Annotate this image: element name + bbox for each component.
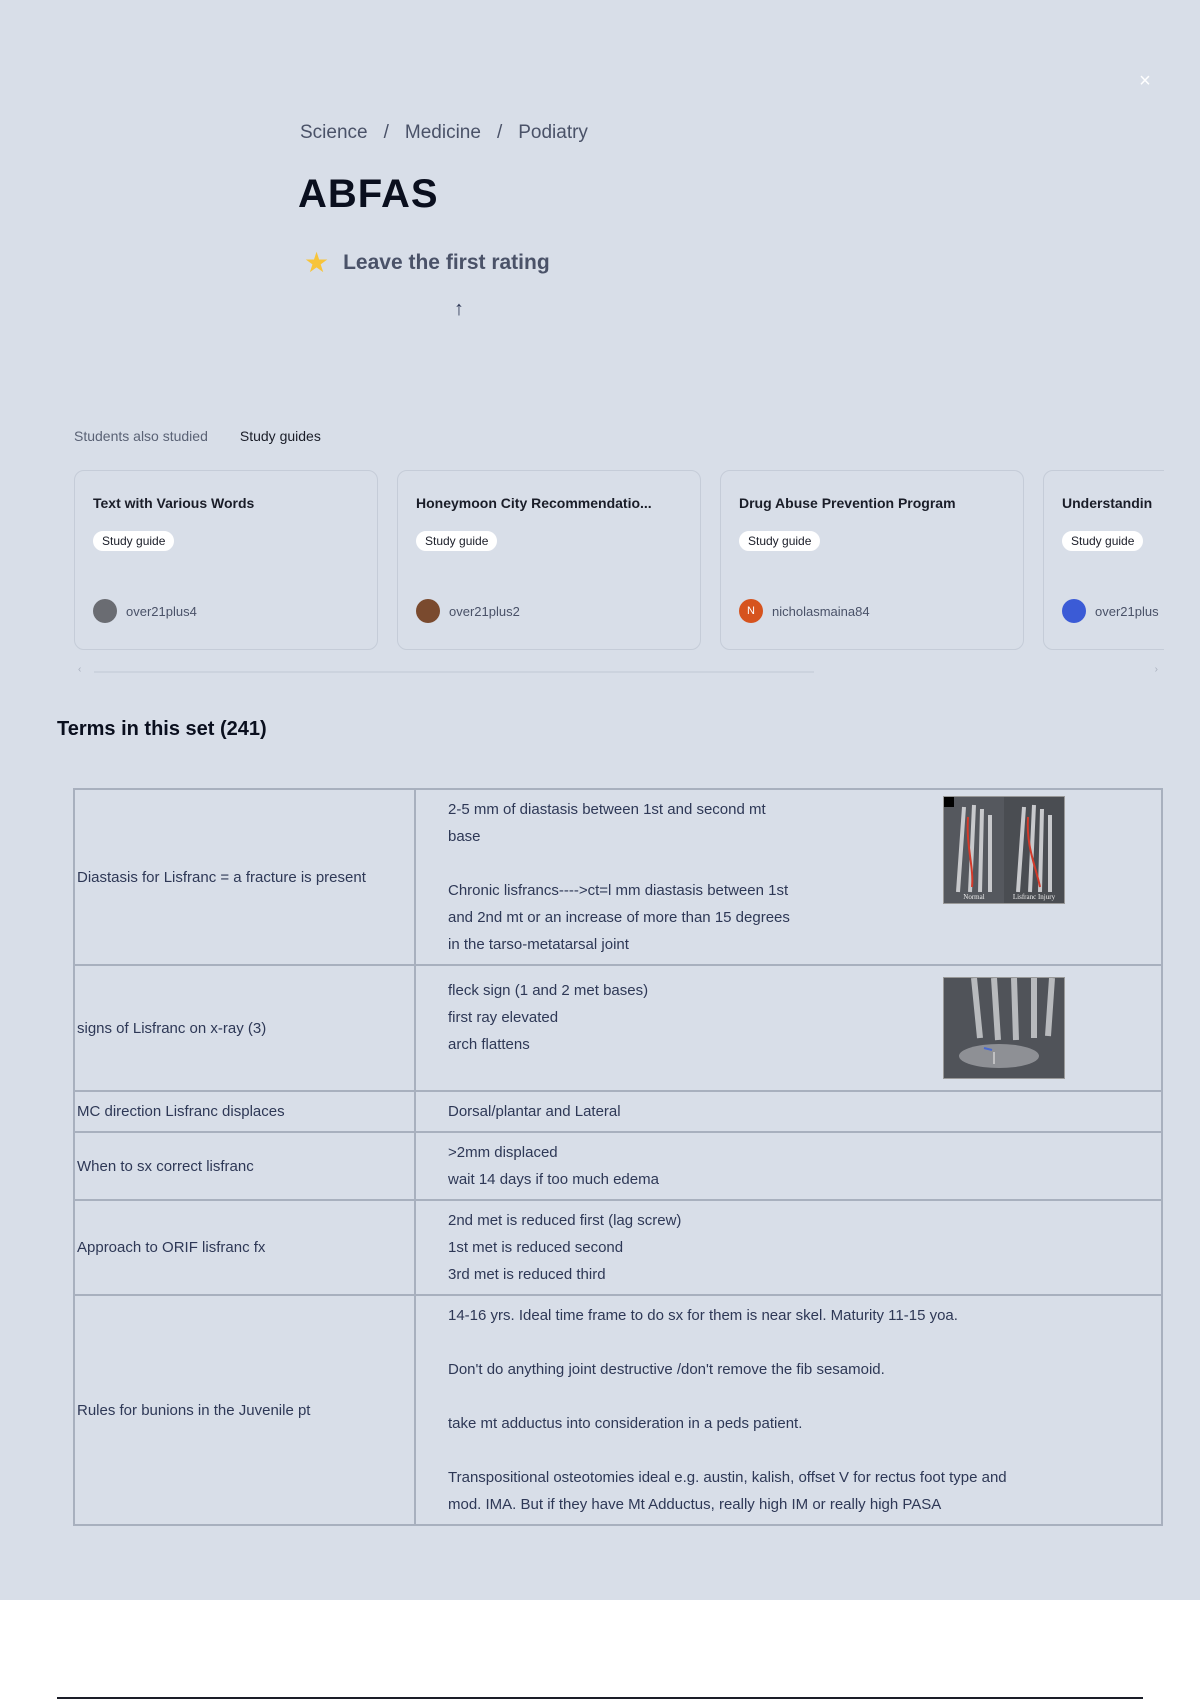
term-cell: MC direction Lisfranc displaces [74,1091,415,1132]
definition-text: >2mm displaced wait 14 days if too much edema [448,1144,659,1188]
table-row [74,1200,1162,1295]
tab-study-guides[interactable]: Study guides [239,428,321,444]
card-title: Understandin [1062,495,1153,511]
breadcrumb-medicine[interactable]: Medicine [404,122,481,143]
table-row [74,1295,1162,1525]
table-row [74,789,1162,965]
study-guide-badge: Study guide [416,531,497,551]
xray-lisfranc-image [943,796,1065,904]
card-title: Honeymoon City Recommendatio... [416,495,652,511]
terms-heading: Terms in this set (241) [57,718,267,740]
card-author[interactable] [739,599,870,623]
close-icon[interactable]: × [1139,70,1151,92]
breadcrumb-science[interactable]: Science [300,122,368,143]
rating-button[interactable] [304,246,550,279]
definition-cell [415,1295,1162,1525]
definition-text: 14-16 yrs. Ideal time frame to do sx for them is near skel. Maturity 11-15 yoa. Don't do anything joint destructive /don't remove the fib sesamoid. take mt adductus into consideration in a peds patient. Transpositional osteotomies ideal e.g. austin, kalish, offset V for rectus foot type and mod. IMA. But if they have Mt Adductus, really high IM or really high PASA [448,1307,1007,1513]
star-icon: ★ [304,247,330,278]
author-name: over21plus [1095,603,1159,619]
card-title: Drug Abuse Prevention Program [739,495,956,511]
card-author[interactable] [93,599,197,623]
author-name: over21plus2 [449,603,520,619]
scroll-left-icon[interactable]: ‹ [78,664,82,675]
term-cell: Rules for bunions in the Juvenile pt [74,1295,415,1525]
author-name: nicholasmaina84 [772,603,870,619]
xray-fleck-sign-image [943,977,1065,1079]
author-name: over21plus4 [126,603,197,619]
avatar [93,599,117,623]
avatar: N [739,599,763,623]
avatar [416,599,440,623]
card-author[interactable] [416,599,520,623]
table-row [74,1091,1162,1132]
card-author[interactable] [1062,599,1159,623]
table-row [74,1132,1162,1200]
study-guide-card[interactable] [1043,470,1164,650]
breadcrumb-separator: / [496,122,503,143]
breadcrumb-podiatry[interactable]: Podiatry [518,122,588,143]
breadcrumb [300,122,588,144]
tab-students-also-studied[interactable]: Students also studied [74,428,208,444]
definition-cell [415,1132,1162,1200]
definition-text: 2-5 mm of diastasis between 1st and second mt base Chronic lisfrancs---->ct=l mm diastasis between 1st and 2nd mt or an increase of more than 15 degrees in the tarso-metatarsal joint [448,801,790,953]
study-guide-badge: Study guide [739,531,820,551]
carousel-scrollbar[interactable] [78,664,1158,676]
avatar [1062,599,1086,623]
terms-table [73,788,1163,1526]
xray-label-injury: Lisfranc Injury [1012,893,1056,901]
card-title: Text with Various Words [93,495,255,511]
rating-label: Leave the first rating [343,250,550,274]
study-guide-badge: Study guide [1062,531,1143,551]
scroll-right-icon[interactable]: › [1154,664,1158,675]
arrow-up-icon[interactable]: ↑ [454,298,464,320]
breadcrumb-separator: / [383,122,389,143]
scrollbar-track[interactable] [94,671,814,673]
definition-text: Dorsal/plantar and Lateral [448,1103,621,1120]
term-cell: When to sx correct lisfranc [74,1132,415,1200]
definition-cell [415,789,1162,965]
xray-label-normal: Normal [963,893,985,901]
table-row [74,965,1162,1091]
study-guide-carousel [74,470,1164,652]
study-guide-card[interactable] [74,470,378,650]
definition-cell [415,1091,1162,1132]
definition-cell [415,965,1162,1091]
study-guide-card[interactable] [397,470,701,650]
related-tabs [74,428,321,444]
term-cell: Diastasis for Lisfranc = a fracture is present [74,789,415,965]
study-guide-card[interactable] [720,470,1024,650]
definition-text: fleck sign (1 and 2 met bases) first ray elevated arch flattens [448,982,649,1053]
definition-cell [415,1200,1162,1295]
study-guide-badge: Study guide [93,531,174,551]
page-divider [57,1697,1143,1699]
page-title: ABFAS [298,172,439,216]
definition-text: 2nd met is reduced first (lag screw) 1st met is reduced second 3rd met is reduced third [448,1212,682,1283]
term-cell: Approach to ORIF lisfranc fx [74,1200,415,1295]
term-cell: signs of Lisfranc on x-ray (3) [74,965,415,1091]
